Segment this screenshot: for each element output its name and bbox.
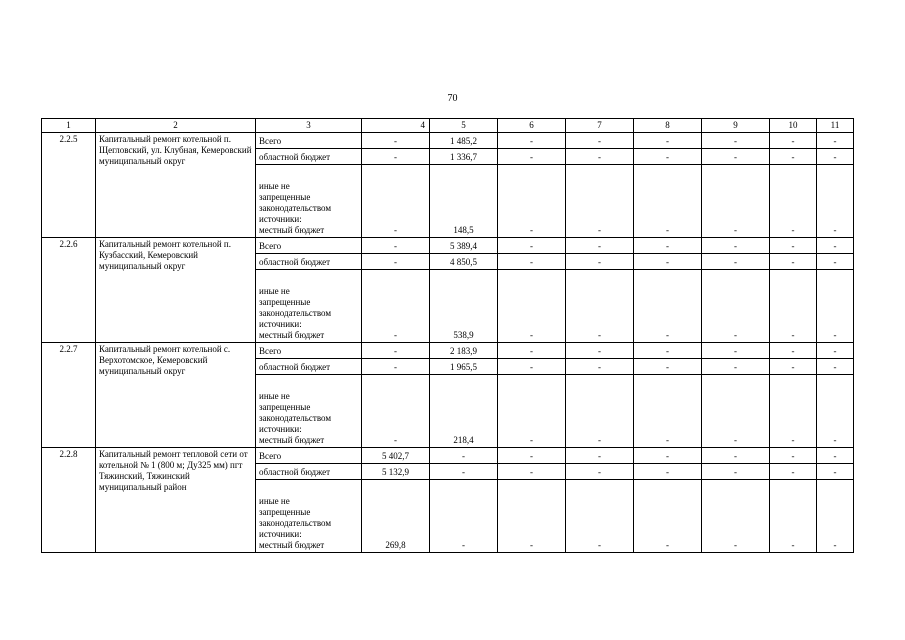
col-header: 4: [362, 119, 430, 133]
funding-source: Всего: [256, 448, 362, 464]
col-header: 5: [430, 119, 498, 133]
funding-source: иные не запрещенные законодательством источники: местный бюджет: [256, 165, 362, 238]
value-cell: 1 965,5: [430, 359, 498, 375]
col-header: 8: [634, 119, 702, 133]
value-cell: -: [634, 254, 702, 270]
funding-source: иные не запрещенные законодательством источники: местный бюджет: [256, 375, 362, 448]
value-cell: -: [770, 270, 817, 343]
value-cell: -: [770, 238, 817, 254]
value-cell: -: [362, 359, 430, 375]
value-cell: -: [817, 238, 854, 254]
value-cell: -: [362, 165, 430, 238]
col-header: 9: [702, 119, 770, 133]
funding-source: иные не запрещенные законодательством источники: местный бюджет: [256, 270, 362, 343]
value-cell: -: [634, 149, 702, 165]
value-cell: -: [498, 165, 566, 238]
col-header: 3: [256, 119, 362, 133]
value-cell: -: [498, 464, 566, 480]
value-cell: -: [770, 254, 817, 270]
value-cell: -: [498, 238, 566, 254]
value-cell: 538,9: [430, 270, 498, 343]
value-cell: -: [430, 480, 498, 553]
value-cell: -: [634, 270, 702, 343]
value-cell: -: [362, 238, 430, 254]
value-cell: -: [702, 375, 770, 448]
value-cell: 5 132,9: [362, 464, 430, 480]
value-cell: 148,5: [430, 165, 498, 238]
value-cell: -: [498, 270, 566, 343]
value-cell: 1 485,2: [430, 133, 498, 149]
value-cell: -: [770, 133, 817, 149]
value-cell: -: [817, 464, 854, 480]
value-cell: -: [566, 359, 634, 375]
value-cell: -: [566, 238, 634, 254]
value-cell: 5 402,7: [362, 448, 430, 464]
value-cell: -: [498, 133, 566, 149]
value-cell: -: [498, 480, 566, 553]
value-cell: -: [362, 343, 430, 359]
col-header: 7: [566, 119, 634, 133]
value-cell: -: [498, 149, 566, 165]
col-header: 10: [770, 119, 817, 133]
value-cell: -: [770, 375, 817, 448]
value-cell: -: [770, 343, 817, 359]
value-cell: -: [362, 133, 430, 149]
value-cell: -: [817, 359, 854, 375]
item-number: 2.2.5: [42, 133, 96, 238]
value-cell: -: [498, 343, 566, 359]
funding-source: областной бюджет: [256, 149, 362, 165]
item-number: 2.2.6: [42, 238, 96, 343]
value-cell: -: [498, 359, 566, 375]
value-cell: 1 336,7: [430, 149, 498, 165]
value-cell: -: [566, 464, 634, 480]
item-name: Капитальный ремонт котельной п. Кузбасский, Кемеровский муниципальный округ: [96, 238, 256, 343]
value-cell: -: [702, 343, 770, 359]
value-cell: -: [566, 448, 634, 464]
table-row: [42, 343, 854, 359]
value-cell: -: [566, 270, 634, 343]
value-cell: -: [702, 270, 770, 343]
value-cell: -: [566, 149, 634, 165]
table-row: [42, 133, 854, 149]
value-cell: -: [430, 448, 498, 464]
item-number: 2.2.7: [42, 343, 96, 448]
funding-source: Всего: [256, 238, 362, 254]
value-cell: -: [702, 149, 770, 165]
value-cell: -: [817, 254, 854, 270]
value-cell: -: [566, 343, 634, 359]
value-cell: -: [770, 464, 817, 480]
value-cell: -: [362, 254, 430, 270]
value-cell: -: [634, 359, 702, 375]
value-cell: -: [566, 133, 634, 149]
value-cell: -: [770, 149, 817, 165]
col-header: 11: [817, 119, 854, 133]
funding-source: Всего: [256, 343, 362, 359]
value-cell: -: [770, 165, 817, 238]
value-cell: 218,4: [430, 375, 498, 448]
value-cell: -: [566, 254, 634, 270]
value-cell: -: [702, 165, 770, 238]
value-cell: -: [817, 270, 854, 343]
value-cell: -: [817, 133, 854, 149]
value-cell: 2 183,9: [430, 343, 498, 359]
value-cell: -: [817, 165, 854, 238]
value-cell: -: [498, 254, 566, 270]
value-cell: -: [817, 343, 854, 359]
funding-source: областной бюджет: [256, 359, 362, 375]
funding-source: областной бюджет: [256, 464, 362, 480]
item-name: Капитальный ремонт котельной с. Верхотомское, Кемеровский муниципальный округ: [96, 343, 256, 448]
value-cell: -: [702, 133, 770, 149]
item-number: 2.2.8: [42, 448, 96, 553]
col-header: 6: [498, 119, 566, 133]
table-row: [42, 448, 854, 464]
value-cell: -: [498, 375, 566, 448]
value-cell: -: [702, 254, 770, 270]
value-cell: -: [634, 133, 702, 149]
value-cell: -: [634, 238, 702, 254]
value-cell: -: [362, 375, 430, 448]
table-body: [42, 119, 854, 553]
col-header: 1: [42, 119, 96, 133]
value-cell: -: [634, 343, 702, 359]
table-row: [42, 238, 854, 254]
value-cell: 5 389,4: [430, 238, 498, 254]
value-cell: -: [702, 238, 770, 254]
value-cell: -: [817, 480, 854, 553]
value-cell: -: [362, 270, 430, 343]
value-cell: -: [430, 464, 498, 480]
value-cell: -: [817, 375, 854, 448]
value-cell: -: [498, 448, 566, 464]
value-cell: -: [362, 149, 430, 165]
value-cell: -: [566, 480, 634, 553]
value-cell: -: [566, 165, 634, 238]
item-name: Капитальный ремонт котельной п. Щегловский, ул. Клубная, Кемеровский муниципальный округ: [96, 133, 256, 238]
funding-source: Всего: [256, 133, 362, 149]
value-cell: -: [770, 448, 817, 464]
value-cell: 269,8: [362, 480, 430, 553]
funding-source: областной бюджет: [256, 254, 362, 270]
value-cell: -: [770, 359, 817, 375]
value-cell: -: [770, 480, 817, 553]
value-cell: 4 850,5: [430, 254, 498, 270]
page-number: 70: [447, 93, 458, 104]
value-cell: -: [634, 448, 702, 464]
value-cell: -: [566, 375, 634, 448]
value-cell: -: [817, 448, 854, 464]
value-cell: -: [702, 359, 770, 375]
value-cell: -: [702, 464, 770, 480]
funding-source: иные не запрещенные законодательством источники: местный бюджет: [256, 480, 362, 553]
header-row: [42, 119, 854, 133]
value-cell: -: [817, 149, 854, 165]
budget-table: [41, 118, 854, 553]
value-cell: -: [634, 480, 702, 553]
value-cell: -: [702, 480, 770, 553]
value-cell: -: [634, 375, 702, 448]
value-cell: -: [702, 448, 770, 464]
value-cell: -: [634, 464, 702, 480]
item-name: Капитальный ремонт тепловой сети от котельной № 1 (800 м; Ду325 мм) пгт Тяжинский, Тяжинский муниципальный район: [96, 448, 256, 553]
col-header: 2: [96, 119, 256, 133]
value-cell: -: [634, 165, 702, 238]
